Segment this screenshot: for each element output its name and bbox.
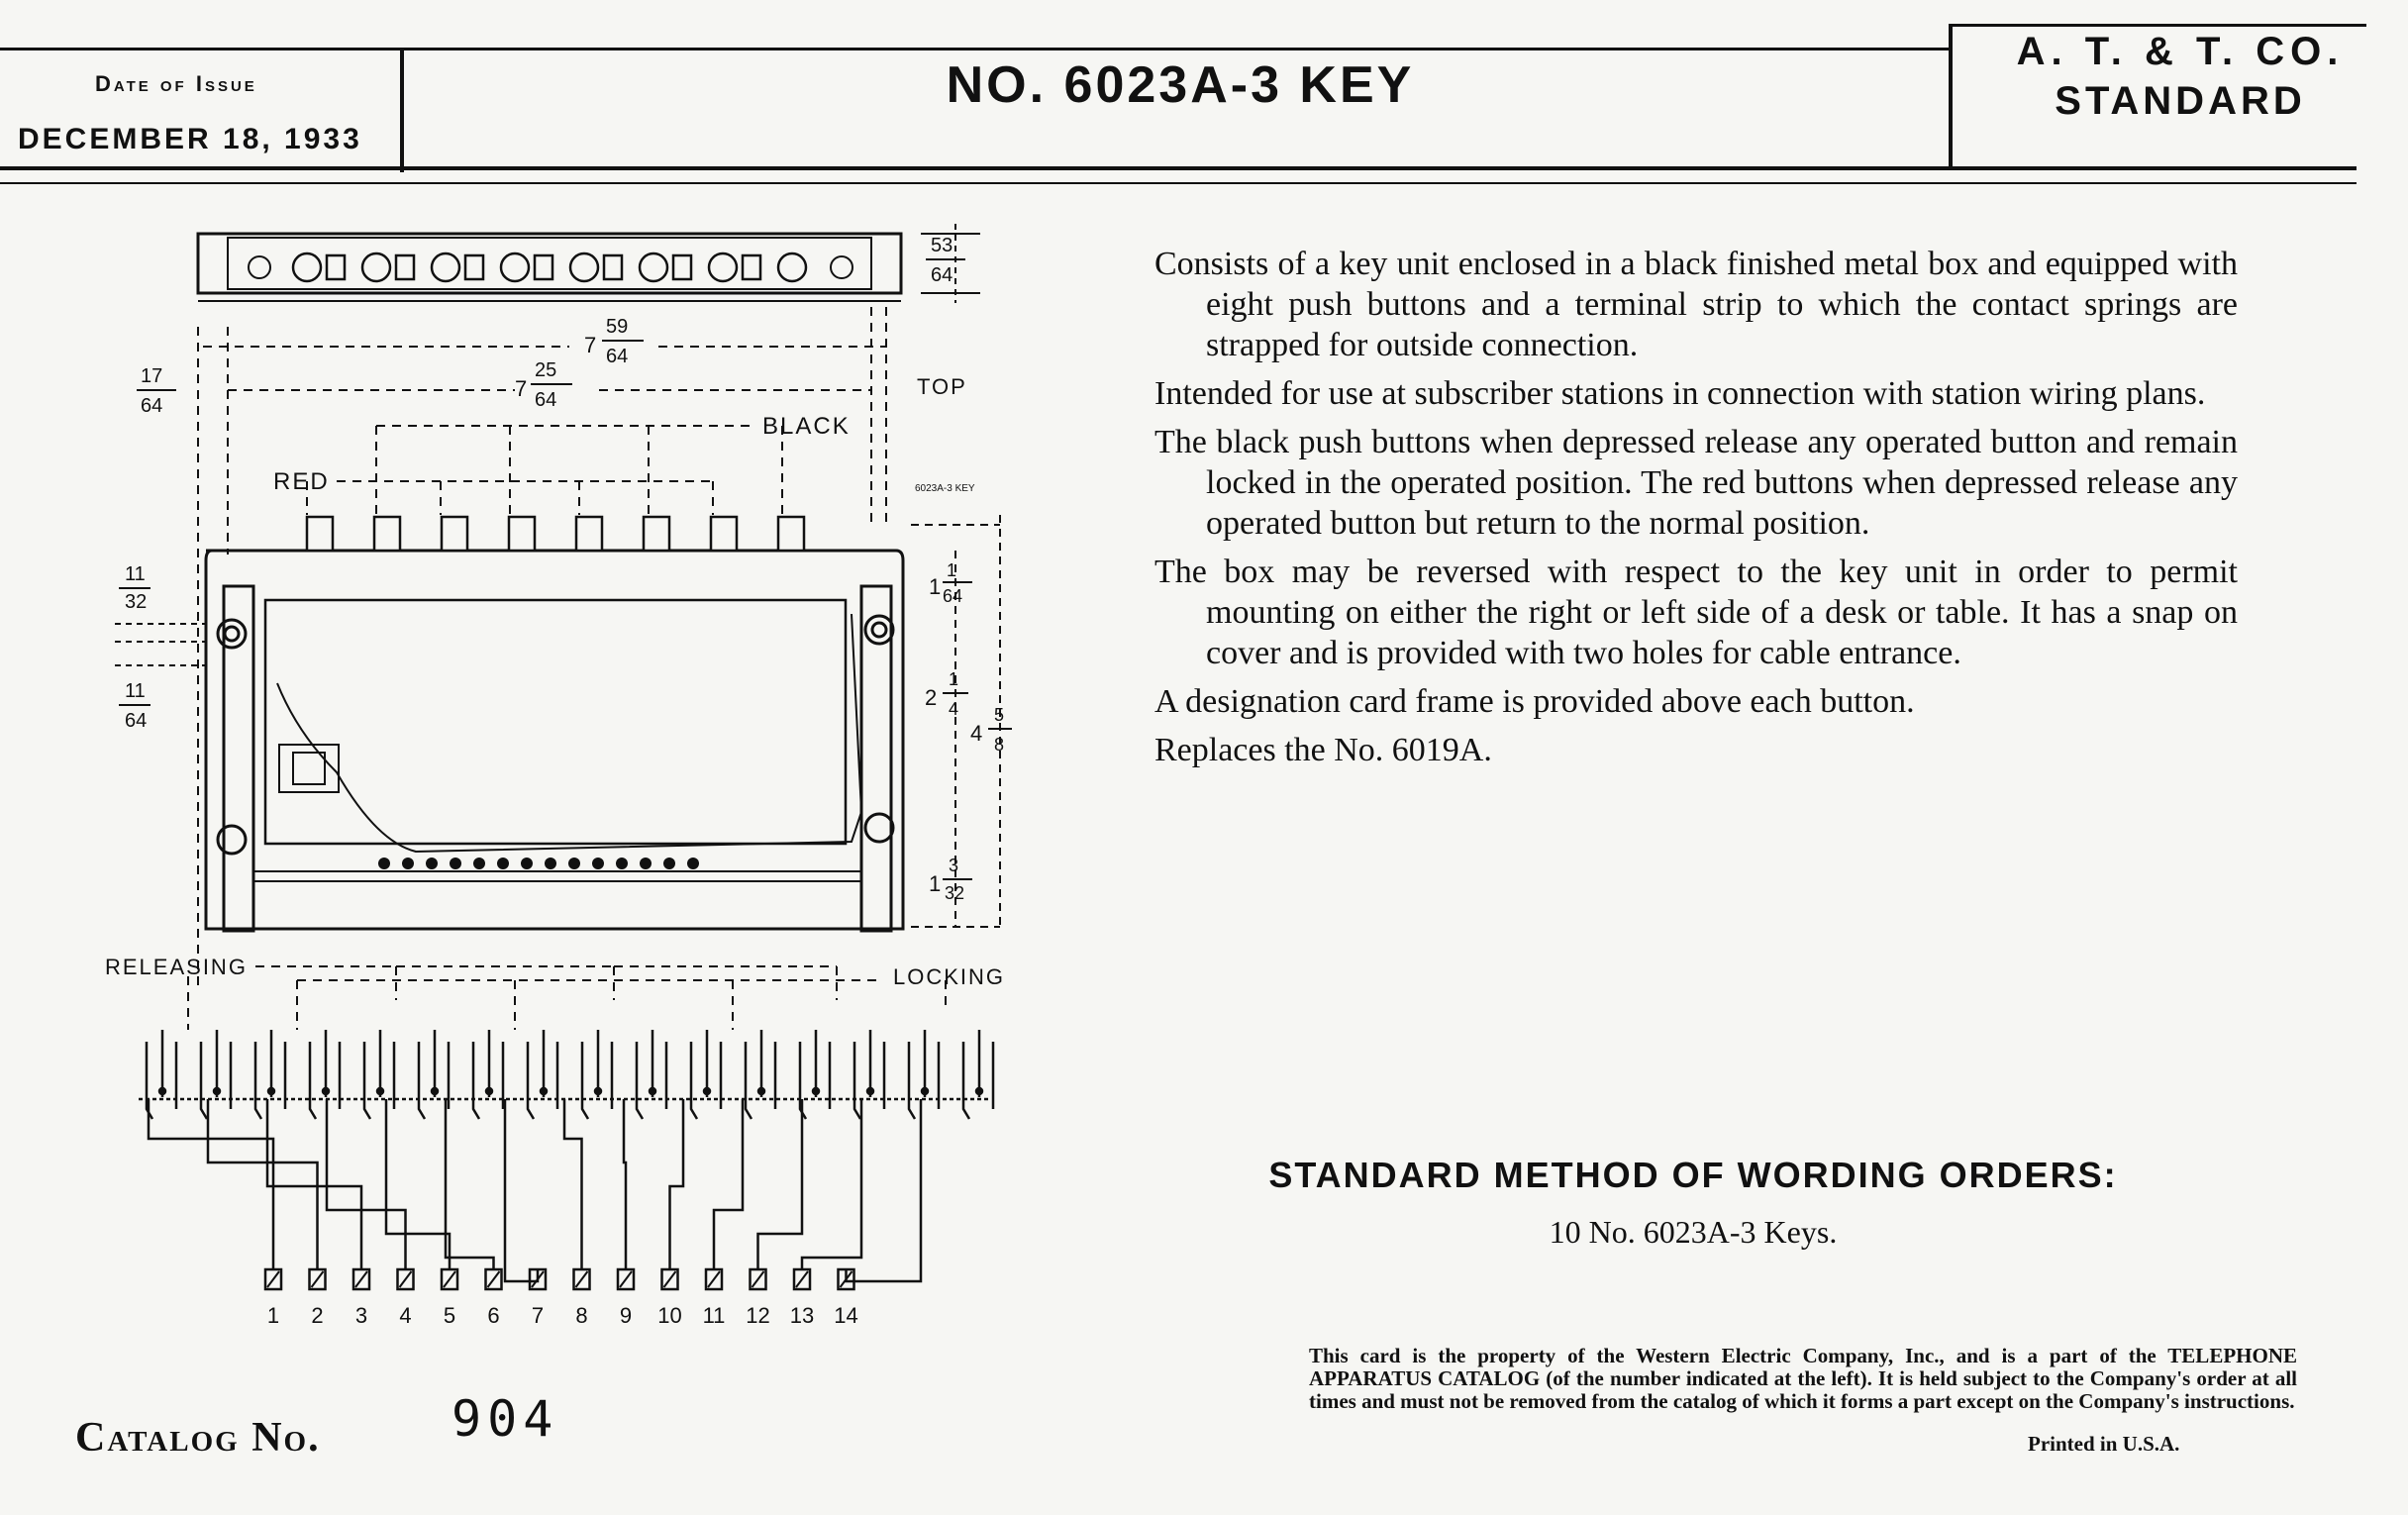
terminal-dot	[568, 858, 580, 869]
terminal-dot	[450, 858, 461, 869]
designation-frame	[465, 255, 483, 279]
dim-53-den: 64	[931, 264, 953, 286]
push-button	[442, 517, 467, 551]
dim-53-num: 53	[931, 235, 953, 256]
terminal-number: 14	[834, 1303, 858, 1328]
description-paragraph: Consists of a key unit enclosed in a black finished metal box and equipped with eight push buttons and a terminal strip to which the contact springs are strapped for outside connection.	[1154, 246, 2238, 363]
terminal-number: 2	[311, 1303, 324, 1328]
dim-4-5-den: 8	[994, 735, 1005, 755]
push-button	[307, 517, 333, 551]
terminal-number: 11	[702, 1303, 726, 1328]
date-of-issue-label: Date of Issue	[95, 71, 257, 96]
push-button	[374, 517, 400, 551]
dim-7-59-num: 59	[606, 316, 629, 338]
push-button	[576, 517, 602, 551]
terminal-dot	[473, 858, 485, 869]
push-button-icon	[362, 253, 390, 281]
terminal-number: 8	[575, 1303, 588, 1328]
terminal-dot	[378, 858, 390, 869]
header-top-rule-right	[1951, 24, 2366, 27]
terminal-dot	[616, 858, 628, 869]
wording-heading: STANDARD METHOD OF WORDING ORDERS:	[1268, 1155, 2118, 1195]
dim-11-64-num: 11	[125, 680, 146, 702]
dim-1-1-whole: 1	[929, 574, 942, 599]
screw-icon-right	[831, 256, 853, 278]
terminal-number: 4	[399, 1303, 412, 1328]
designation-frame	[673, 255, 691, 279]
locking-label: LOCKING	[893, 964, 1006, 989]
terminal-dot	[521, 858, 533, 869]
terminal-dot	[426, 858, 438, 869]
dim-7-59-whole: 7	[584, 333, 597, 357]
terminal-number: 12	[746, 1303, 770, 1328]
description-paragraph: The black push buttons when depressed release any operated button and remain locked in the operated position. The red buttons when depressed release any operated button but return to the normal position.	[1154, 424, 2238, 542]
dim-17-den: 64	[141, 395, 163, 417]
terminal-number: 7	[531, 1303, 545, 1328]
terminal-dot	[497, 858, 509, 869]
designation-frame	[327, 255, 345, 279]
property-notice: This card is the property of the Western Electric Company, Inc., and is a part of the TELEPHONE APPARATUS CATALOG (of the number indicated at the left). It is held subject to the Company's order at all times and must not be removed from the catalog of which it forms a part except on the Company's instructions.	[1309, 1344, 2297, 1413]
terminal-number: 5	[443, 1303, 456, 1328]
push-button	[711, 517, 737, 551]
mount-hole-icon	[218, 620, 246, 648]
terminal-number: 1	[266, 1303, 280, 1328]
push-button-icon	[570, 253, 598, 281]
catalog-number: 904	[452, 1390, 559, 1448]
mount-hole-icon	[218, 826, 246, 854]
push-button-icon	[640, 253, 667, 281]
description-paragraph: The box may be reversed with respect to the key unit in order to permit mounting on either the right or left side of a desk or table. It has a snap on cover and is provided with two holes for cable entrance.	[1154, 554, 2238, 671]
terminal-dot	[640, 858, 652, 869]
red-label: RED	[273, 468, 330, 495]
push-button-icon	[778, 253, 806, 281]
push-button-icon	[293, 253, 321, 281]
terminal-number: 3	[354, 1303, 368, 1328]
date-of-issue: DECEMBER 18, 1933	[18, 123, 362, 155]
small-key-label: 6023A-3 KEY	[915, 483, 975, 494]
designation-frame	[743, 255, 760, 279]
terminal-number: 10	[657, 1303, 682, 1328]
terminal-dot	[663, 858, 675, 869]
dim-2-1-whole: 2	[925, 685, 938, 710]
push-button	[509, 517, 535, 551]
wording-example: 10 No. 6023A-3 Keys.	[1549, 1214, 1838, 1250]
description-paragraph: Intended for use at subscriber stations in connection with station wiring plans.	[1154, 375, 2206, 412]
dim-1-1-den: 64	[943, 586, 963, 606]
mount-hole-icon	[865, 814, 893, 842]
terminal-number: 9	[619, 1303, 633, 1328]
dim-1-3-whole: 1	[929, 871, 942, 896]
terminal-number: 13	[789, 1303, 815, 1328]
dim-11-64-den: 64	[125, 710, 148, 732]
push-button	[778, 517, 804, 551]
dim-2-1-den: 4	[949, 699, 959, 719]
top-view-outline	[198, 234, 901, 293]
designation-frame	[604, 255, 622, 279]
designation-frame	[396, 255, 414, 279]
key-drawing	[0, 0, 1069, 1366]
catalog-label: Catalog No.	[75, 1415, 321, 1461]
push-button-icon	[432, 253, 459, 281]
dim-11-32-den: 32	[125, 591, 148, 613]
description	[1154, 244, 2238, 778]
black-label: BLACK	[762, 413, 851, 440]
dim-1-3-num: 3	[949, 856, 959, 875]
dim-7-25-den: 64	[535, 389, 557, 411]
push-button-icon	[709, 253, 737, 281]
terminal-dot	[545, 858, 556, 869]
standard-label: STANDARD	[2055, 79, 2306, 123]
dim-7-25-num: 25	[535, 359, 557, 381]
dim-1-1-num: 1	[947, 560, 957, 580]
dim-2-1-num: 1	[949, 669, 959, 689]
screw-icon-left	[249, 256, 270, 278]
push-button-icon	[501, 253, 529, 281]
terminal-dot	[687, 858, 699, 869]
top-label: TOP	[917, 374, 967, 399]
designation-window	[265, 600, 846, 844]
terminal-number: 6	[487, 1303, 500, 1328]
description-paragraph: Replaces the No. 6019A.	[1154, 732, 1492, 768]
dim-4-5-num: 5	[994, 705, 1005, 725]
page-title: NO. 6023A-3 KEY	[946, 56, 1415, 114]
top-view-inner	[228, 238, 871, 289]
terminal-dot	[592, 858, 604, 869]
terminal-dot	[402, 858, 414, 869]
dim-11-32-num: 11	[125, 563, 146, 585]
designation-frame	[535, 255, 552, 279]
push-button	[644, 517, 669, 551]
description-paragraph: A designation card frame is provided above each button.	[1154, 683, 1915, 720]
dim-1-3-den: 32	[945, 883, 965, 903]
standard-company: A. T. & T. CO.	[2016, 30, 2345, 73]
releasing-label: RELEASING	[105, 955, 248, 979]
dim-7-25-whole: 7	[515, 376, 528, 401]
dim-7-59-den: 64	[606, 346, 629, 367]
dim-4-5-whole: 4	[970, 721, 983, 746]
dim-17-num: 17	[141, 365, 163, 387]
printed-in: Printed in U.S.A.	[2028, 1432, 2180, 1456]
mount-hole-icon	[865, 616, 893, 644]
